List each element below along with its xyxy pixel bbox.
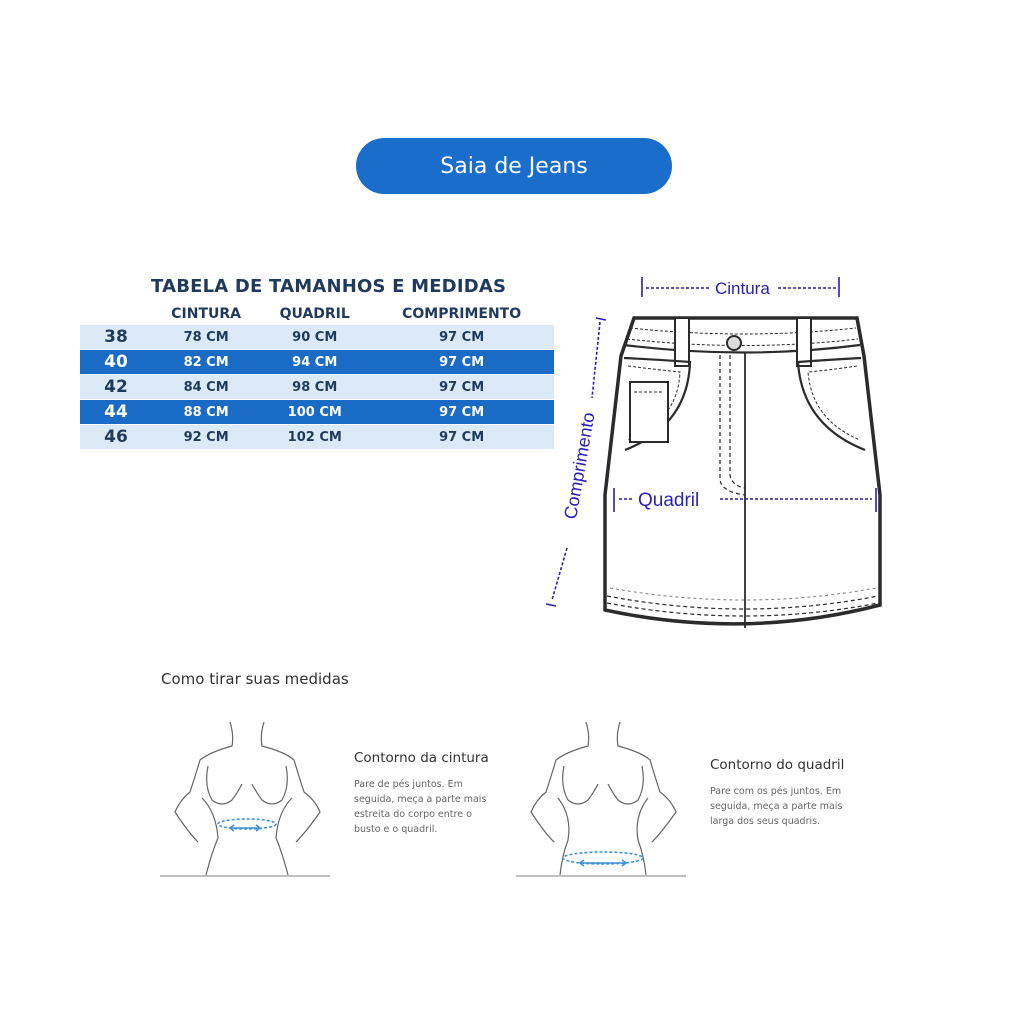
cintura-cell: 88 CM bbox=[152, 400, 260, 424]
hip-figure bbox=[516, 720, 691, 880]
quadril-cell: 100 CM bbox=[260, 400, 369, 424]
hip-line-1: Pare com os pés juntos. Em bbox=[710, 786, 842, 797]
label-comprimento: Comprimento bbox=[560, 410, 599, 521]
belt-loop-left bbox=[675, 318, 689, 366]
size-cell: 46 bbox=[80, 425, 152, 449]
waist-line-2: seguida, meça a parte mais bbox=[354, 794, 487, 805]
table-row bbox=[80, 400, 554, 424]
quadril-cell: 94 CM bbox=[260, 350, 369, 374]
comprimento-cell: 97 CM bbox=[369, 425, 554, 449]
quadril-cell: 90 CM bbox=[260, 325, 369, 349]
column-header-comprimento: COMPRIMENTO bbox=[402, 306, 522, 322]
table-row bbox=[80, 375, 554, 399]
comprimento-cell: 97 CM bbox=[369, 325, 554, 349]
quadril-cell: 102 CM bbox=[260, 425, 369, 449]
table-row bbox=[80, 425, 554, 449]
cintura-cell: 82 CM bbox=[152, 350, 260, 374]
waist-line-3: estreita do corpo entre o bbox=[354, 809, 472, 820]
coin-pocket bbox=[630, 382, 668, 442]
size-cell: 44 bbox=[80, 400, 152, 424]
cintura-cell: 92 CM bbox=[152, 425, 260, 449]
title-banner bbox=[356, 138, 672, 194]
label-cintura: Cintura bbox=[715, 279, 770, 298]
page-title: Saia de Jeans bbox=[440, 153, 588, 179]
column-header-size bbox=[80, 304, 152, 324]
label-quadril: Quadril bbox=[638, 490, 700, 511]
comprimento-cell: 97 CM bbox=[369, 400, 554, 424]
cintura-cell: 78 CM bbox=[152, 325, 260, 349]
size-table-title: TABELA DE TAMANHOS E MEDIDAS bbox=[151, 276, 507, 297]
cintura-cell: 84 CM bbox=[152, 375, 260, 399]
quadril-cell: 98 CM bbox=[260, 375, 369, 399]
skirt-outline bbox=[605, 318, 880, 624]
column-header-quadril: QUADRIL bbox=[279, 306, 350, 322]
waist-line-1: Pare de pés juntos. Em bbox=[354, 779, 463, 790]
size-cell: 40 bbox=[80, 350, 152, 374]
belt-loop-right bbox=[797, 318, 811, 366]
hip-line-3: larga dos seus quadris. bbox=[710, 816, 821, 827]
comprimento-cell: 97 CM bbox=[369, 350, 554, 374]
hip-title: Contorno do quadril bbox=[710, 757, 845, 773]
column-header-cintura: CINTURA bbox=[171, 306, 241, 322]
comprimento-tick-bottom bbox=[546, 604, 556, 606]
waist-instructions bbox=[354, 777, 514, 837]
waist-line-4: busto e o quadril. bbox=[354, 824, 438, 835]
waist-figure bbox=[160, 720, 335, 880]
comprimento-cell: 97 CM bbox=[369, 375, 554, 399]
waist-title: Contorno da cintura bbox=[354, 750, 489, 766]
hip-instructions bbox=[710, 784, 870, 829]
hip-line-2: seguida, meça a parte mais bbox=[710, 801, 843, 812]
how-to-title: Como tirar suas medidas bbox=[161, 670, 349, 688]
button-icon bbox=[727, 336, 741, 350]
table-row bbox=[80, 325, 554, 349]
table-row bbox=[80, 350, 554, 374]
size-cell: 38 bbox=[80, 325, 152, 349]
comprimento-tick-top bbox=[596, 318, 606, 320]
size-table bbox=[80, 303, 554, 450]
skirt-diagram bbox=[540, 265, 890, 645]
size-cell: 42 bbox=[80, 375, 152, 399]
